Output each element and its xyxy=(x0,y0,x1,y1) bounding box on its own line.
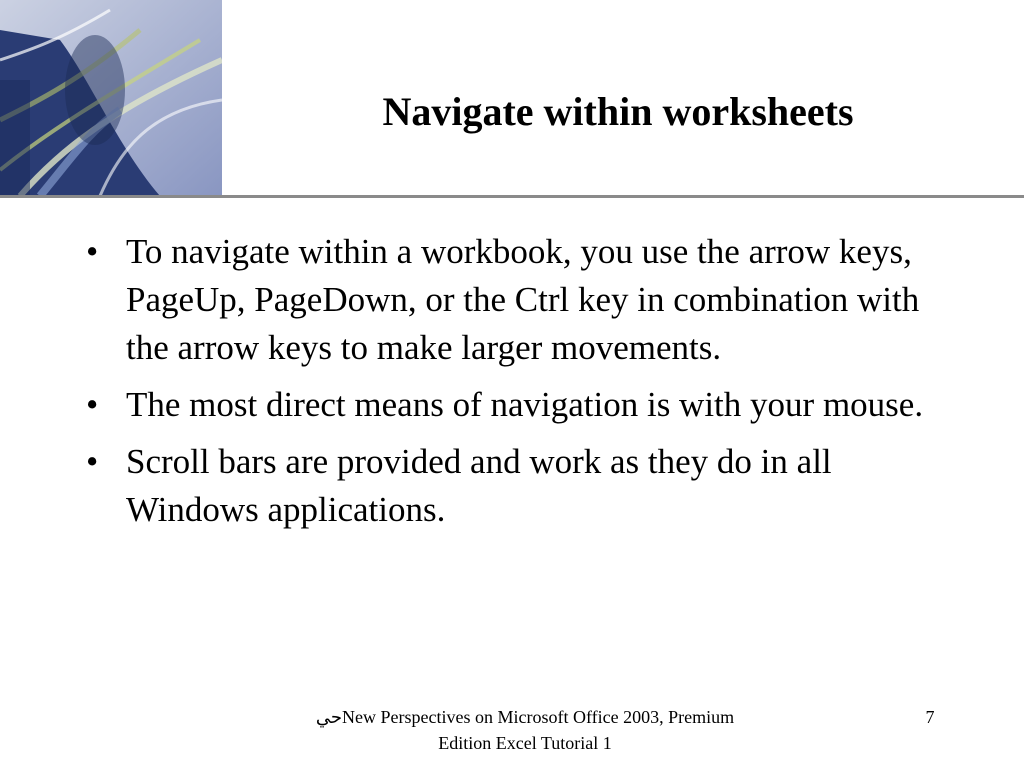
slide-footer xyxy=(280,704,770,756)
header-divider-left xyxy=(0,195,222,198)
footer-line-2: Edition Excel Tutorial 1 xyxy=(438,733,612,753)
abstract-architecture-image xyxy=(0,0,222,196)
bullet-text: Scroll bars are provided and work as they do in all Windows applications. xyxy=(126,442,832,529)
bullet-item xyxy=(82,438,942,534)
bullet-icon: • xyxy=(86,442,99,481)
bullet-text: The most direct means of navigation is with your mouse. xyxy=(126,385,924,424)
footer-line-1: حيNew Perspectives on Microsoft Office 2003, Premium xyxy=(315,707,735,727)
header-decorative-image xyxy=(0,0,222,196)
slide-title: Navigate within worksheets xyxy=(382,89,854,134)
bullet-item xyxy=(82,381,942,429)
bullet-icon: • xyxy=(86,385,99,424)
bullet-item xyxy=(82,228,942,372)
bullet-text: To navigate within a workbook, you use the arrow keys, PageUp, PageDown, or the Ctrl key in combination with the arrow keys to make larger movements. xyxy=(126,232,920,367)
header-divider xyxy=(222,195,1024,198)
bullet-icon: • xyxy=(86,232,99,271)
bullet-list xyxy=(82,228,942,543)
page-number: 7 xyxy=(925,707,935,727)
